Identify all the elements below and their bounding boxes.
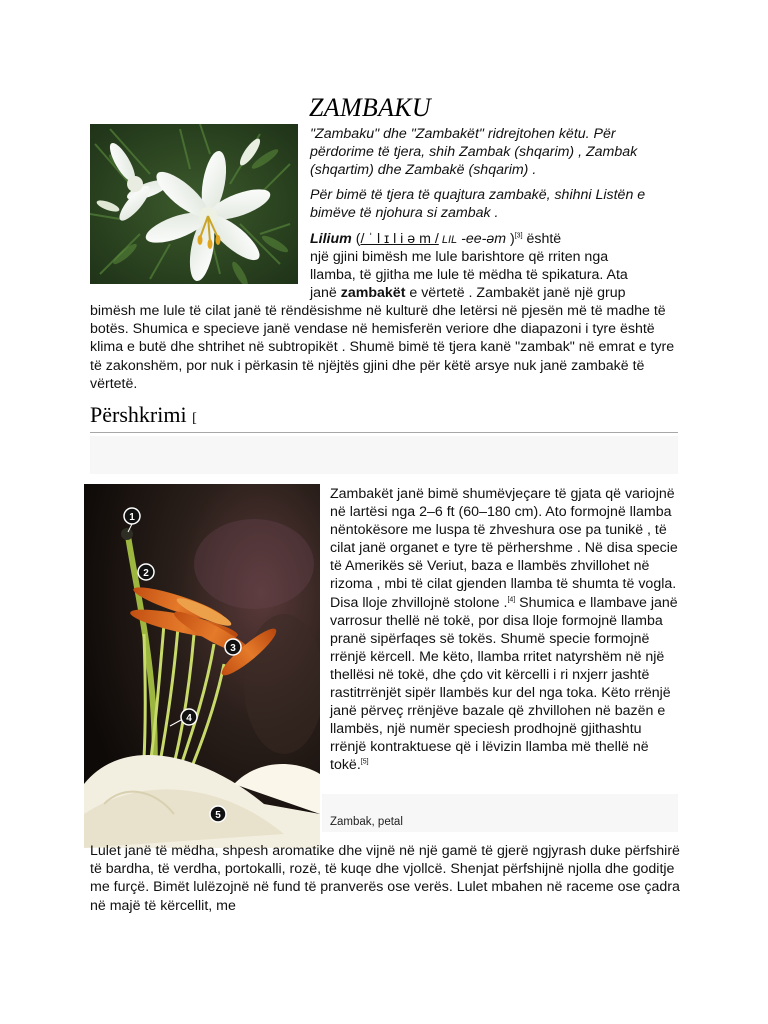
hatnote-1: "Zambaku" dhe "Zambakët" ridrejtohen këtu. Për përdorime të tjera, shih Zambak (shqarim) , Zambak (shqartim) dhe Zambakë (shqarim) . xyxy=(310,126,638,179)
respelling: LIL xyxy=(441,234,458,246)
description-paragraph xyxy=(330,485,680,775)
description-text-a: Zambakët janë bimë shumëvjeçare të gjata që variojnë në lartësi nga 2–6 ft (60–180 cm). Ato formojnë llamba nëntokësore me luspa të zhveshura ose pa tunikë , të cilat janë organet e tyre të përhershme . Në disa specie të Amerikës së Veriut, baza e llambës zhvillohet në rizoma , mbi të cilat gjenden llamba të shumta të vogla. Disa lloje zhvillojnë stolone . xyxy=(330,486,678,611)
empty-infobox-bar xyxy=(90,436,678,474)
lead-line-4 xyxy=(310,284,678,302)
edit-link-bracket[interactable]: [ xyxy=(192,411,197,426)
marker-label-4: 4 xyxy=(186,713,192,724)
marker-2 xyxy=(138,564,154,580)
lead-after-ref: është xyxy=(522,231,562,247)
lead-line-4-post: e vërtetë . Zambakët janë një grup xyxy=(405,285,626,301)
lead-rest: bimësh me lule të cilat janë të rëndësishme në kulturë dhe letërsi në pjesën më të madhe të botës. Shumica e specieve janë vendase në hemisferën veriore dhe diapazoni i tyre është klima e butë dhe shtrihet në subtropikët . Shumë bimë të tjera kanë "zambak" në emrat e tyre të zakonshëm, por nuk i përkasin të njëjtës gjini dhe për këtë arsye nuk janë zambakë të vërtetë. xyxy=(90,303,675,392)
ref-4[interactable]: [4] xyxy=(507,595,516,603)
lead-line-4-pre: janë xyxy=(310,285,341,301)
section-heading xyxy=(90,402,197,428)
description-text-b: Shumica e llambave janë varrosur thellë në tokë, por disa lloje formojnë llamba pranë sipërfaqes së tokës. Shumë specie formojnë rrënjë kërcell. Me këto, llamba rritet natyrshëm në një thellësi në tokë, dhe çdo vit kërcelli i ri nxjerr jashtë rastitrrënjët sipër llambës kur del nga toka. Këto rrënjë janë përveç rrënjëve bazale që zhvillohen në bazën e llambës, një numër speciesh prodhojnë gjithashtu rrënjë kontraktuese që i lëvizin llamba më thellë në tokë. xyxy=(330,594,678,774)
bold-zambaket: zambakët xyxy=(340,285,406,301)
lily-photo[interactable] xyxy=(90,124,298,284)
ref-5[interactable]: [5] xyxy=(360,758,369,766)
ref-3[interactable]: [3] xyxy=(514,232,523,240)
lead-term: Lilium xyxy=(310,231,352,247)
section-divider xyxy=(90,432,678,433)
image-caption: Zambak, petal xyxy=(330,816,403,828)
lead-line-2: një gjini bimësh me lule barishtore që rriten nga xyxy=(310,249,609,265)
pron-close: ) xyxy=(510,231,515,247)
marker-5 xyxy=(210,806,226,822)
lead-line-3: llamba, të gjitha me lule të mëdha të spikatura. Ata xyxy=(310,267,628,283)
respelling-tail: -ee-əm xyxy=(457,231,510,247)
lily-anatomy-image xyxy=(84,484,320,848)
marker-label-3: 3 xyxy=(230,643,236,654)
marker-3 xyxy=(225,639,241,655)
lily-anatomy-photo[interactable] xyxy=(84,484,320,848)
pron-open: ( xyxy=(351,231,361,247)
section-title: Përshkrimi xyxy=(90,402,187,427)
white-lily-image xyxy=(90,124,298,284)
hatnote-2: Për bimë të tjera të quajtura zambakë, shihni Listën e bimëve të njohura si zambak . xyxy=(310,187,646,222)
ipa-link[interactable]: / ˈ l ɪ l i ə m / xyxy=(360,231,439,247)
flowers-paragraph: Lulet janë të mëdha, shpesh aromatike dhe vijnë në një gamë të gjerë ngjyrash duke përfshirë të bardha, të verdha, portokalli, rozë, të kuqe dhe vjollcë. Shenjat përfshijnë njolla dhe goditje me furçë. Bimët lulëzojnë në fund të pranverës ose verës. Lulet mbahen në raceme ose çadra në majë të kërcellit, me xyxy=(90,843,680,914)
page-title: ZAMBAKU xyxy=(309,93,431,122)
marker-label-5: 5 xyxy=(215,810,221,821)
marker-label-1: 1 xyxy=(129,512,135,523)
marker-label-2: 2 xyxy=(143,568,149,579)
lead-first-line xyxy=(310,230,678,249)
